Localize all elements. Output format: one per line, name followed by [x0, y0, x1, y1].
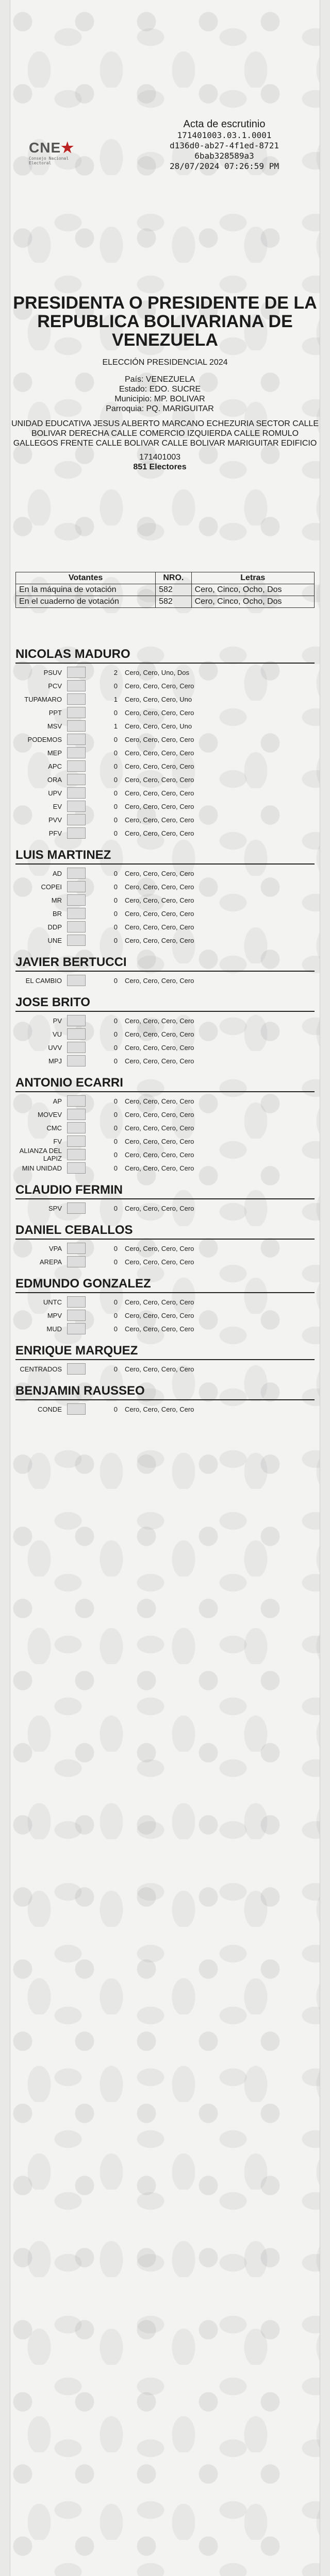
party-votes-text: Cero, Cero, Cero, Cero — [125, 1325, 194, 1333]
party-logo-icon — [67, 1256, 86, 1267]
party-logo-icon — [67, 1323, 86, 1334]
party-logo-icon — [67, 720, 86, 732]
party-tag: AP — [53, 1097, 62, 1105]
candidate-name: DANIEL CEBALLOS — [15, 1223, 315, 1240]
party-tag: MEP — [47, 749, 62, 757]
party-logo-icon — [67, 908, 86, 919]
election-title: PRESIDENTA O PRESIDENTE DE LA REPUBLICA BOLIVARIANA DE VENEZUELA — [13, 293, 317, 350]
header — [10, 0, 320, 289]
party-votes-text: Cero, Cero, Cero, Cero — [125, 735, 194, 743]
party-tag: MR — [51, 896, 62, 904]
party-votes-text: Cero, Cero, Cero, Cero — [125, 829, 194, 837]
party-row — [15, 1014, 315, 1027]
parish: Parroquia: PQ. MARIGUITAR — [106, 404, 214, 413]
party-logo-icon — [67, 787, 86, 799]
party-votes-text: Cero, Cero, Cero, Cero — [125, 749, 194, 757]
party-logo-icon — [67, 814, 86, 825]
party-tag: TUPAMARO — [24, 695, 62, 703]
party-votes-text: Cero, Cero, Cero, Cero — [125, 1137, 194, 1145]
party-votes: 0 — [113, 762, 118, 770]
party-logo-icon — [67, 693, 86, 705]
party-logo-icon — [67, 801, 86, 812]
party-votes-text: Cero, Cero, Cero, Cero — [125, 1204, 194, 1212]
party-row — [15, 1094, 315, 1108]
cne-logo-mark: CNE★ — [29, 140, 75, 156]
party-votes-text: Cero, Cero, Cero, Cero — [125, 923, 194, 931]
party-logo-icon — [67, 894, 86, 906]
votes-summary-top — [10, 572, 320, 608]
col-votantes: Votantes — [16, 572, 156, 584]
party-votes-text: Cero, Cero, Cero, Cero — [125, 1244, 194, 1252]
party-logo-icon — [67, 1109, 86, 1120]
party-votes: 0 — [113, 1325, 118, 1333]
party-votes-text: Cero, Cero, Cero, Cero — [125, 1258, 194, 1266]
party-row — [15, 1362, 315, 1376]
party-tag: FV — [53, 1137, 62, 1145]
row-label: En el cuaderno de votación — [16, 596, 156, 608]
party-votes-text: Cero, Cero, Cero, Cero — [125, 816, 194, 824]
party-logo-icon — [67, 1042, 86, 1053]
party-tag: AREPA — [39, 1258, 62, 1266]
candidates — [10, 639, 320, 1416]
party-row — [15, 813, 315, 826]
party-tag: PV — [53, 1016, 62, 1025]
party-votes-text: Cero, Cero, Cero, Cero — [125, 1097, 194, 1105]
party-logo-icon — [67, 881, 86, 892]
party-votes: 0 — [113, 976, 118, 985]
candidate-name: NICOLAS MADURO — [15, 647, 315, 664]
party-row — [15, 1201, 315, 1215]
party-tag: ORA — [47, 775, 62, 784]
party-logo-icon — [67, 868, 86, 879]
party-tag: CMC — [46, 1124, 62, 1132]
cne-logo — [29, 139, 91, 165]
party-row — [15, 1027, 315, 1041]
col-letras: Letras — [191, 572, 314, 584]
party-tag: EL CAMBIO — [25, 976, 62, 985]
party-votes-text: Cero, Cero, Cero, Cero — [125, 1164, 194, 1172]
party-row — [15, 786, 315, 800]
party-votes: 0 — [113, 1311, 118, 1319]
candidate-name: LUIS MARTINEZ — [15, 848, 315, 865]
party-votes: 0 — [113, 1097, 118, 1105]
party-row — [15, 706, 315, 719]
party-logo-icon — [67, 1055, 86, 1066]
party-tag: PPT — [48, 708, 62, 717]
party-row — [15, 679, 315, 692]
candidate-name: ANTONIO ECARRI — [15, 1076, 315, 1092]
party-row — [15, 1309, 315, 1322]
acta-hash-2: 6bab328589a3 — [194, 151, 254, 161]
acta-datetime: 28/07/2024 07:26:59 PM — [170, 161, 279, 171]
party-logo-icon — [67, 921, 86, 933]
party-logo-icon — [67, 680, 86, 691]
party-tag: DDP — [47, 923, 62, 931]
party-row — [15, 1054, 315, 1067]
party-tag: SPV — [48, 1204, 62, 1212]
party-votes-text: Cero, Cero, Cero, Uno — [125, 695, 192, 703]
party-tag: MSV — [47, 722, 62, 730]
party-votes: 2 — [113, 668, 118, 676]
party-row — [15, 800, 315, 813]
party-votes-text: Cero, Cero, Cero, Cero — [125, 1298, 194, 1306]
party-votes: 0 — [113, 1244, 118, 1252]
party-logo-icon — [67, 734, 86, 745]
candidate-name: JOSE BRITO — [15, 995, 315, 1012]
party-row — [15, 934, 315, 947]
party-votes-text: Cero, Cero, Cero, Cero — [125, 708, 194, 717]
party-logo-icon — [67, 1243, 86, 1254]
party-row — [15, 1121, 315, 1134]
party-row — [15, 920, 315, 934]
party-votes: 0 — [113, 1204, 118, 1212]
candidate-name: EDMUNDO GONZALEZ — [15, 1277, 315, 1293]
row-text: Cero, Cinco, Ocho, Dos — [191, 596, 314, 608]
party-logo-icon — [67, 1310, 86, 1321]
party-logo-icon — [67, 667, 86, 678]
party-votes: 0 — [113, 1030, 118, 1038]
party-tag: PCV — [48, 682, 62, 690]
party-logo-icon — [67, 1015, 86, 1026]
party-votes-text: Cero, Cero, Uno, Dos — [125, 668, 189, 676]
party-votes: 0 — [113, 909, 118, 918]
party-votes-text: Cero, Cero, Cero, Cero — [125, 1405, 194, 1413]
party-row — [15, 826, 315, 840]
party-votes: 0 — [113, 829, 118, 837]
election-info — [10, 289, 320, 472]
party-votes: 0 — [113, 1258, 118, 1266]
party-row — [15, 746, 315, 759]
party-tag: BR — [52, 909, 62, 918]
party-logo-icon — [67, 827, 86, 839]
party-row — [15, 1134, 315, 1148]
party-row — [15, 1402, 315, 1416]
party-row — [15, 1161, 315, 1175]
party-tag: MOVEV — [38, 1110, 62, 1118]
party-votes-text: Cero, Cero, Cero, Cero — [125, 1150, 194, 1159]
party-logo-icon — [67, 1162, 86, 1174]
party-tag: UNTC — [43, 1298, 62, 1306]
party-votes-text: Cero, Cero, Cero, Cero — [125, 1365, 194, 1373]
party-tag: PVV — [48, 816, 62, 824]
party-row — [15, 759, 315, 773]
party-logo-icon — [67, 1136, 86, 1147]
col-nro: NRO. — [156, 572, 191, 584]
party-tag: COPEI — [41, 883, 62, 891]
party-logo-icon — [67, 747, 86, 758]
party-row — [15, 1108, 315, 1121]
party-votes-text: Cero, Cero, Cero, Uno — [125, 722, 192, 730]
party-row — [15, 1041, 315, 1054]
electors-count: 851 Electores — [133, 463, 187, 471]
party-votes-text: Cero, Cero, Cero, Cero — [125, 1311, 194, 1319]
party-votes: 0 — [113, 1365, 118, 1373]
party-tag: AD — [52, 869, 62, 877]
party-votes: 0 — [113, 802, 118, 810]
party-votes: 0 — [113, 749, 118, 757]
row-text: Cero, Cinco, Ocho, Dos — [191, 584, 314, 596]
candidate-name: BENJAMIN RAUSSEO — [15, 1384, 315, 1400]
party-votes-text: Cero, Cero, Cero, Cero — [125, 1110, 194, 1118]
party-votes: 0 — [113, 1043, 118, 1052]
party-votes: 1 — [113, 722, 118, 730]
party-votes: 0 — [113, 869, 118, 877]
row-label: En la máquina de votación — [16, 584, 156, 596]
party-tag: CONDE — [38, 1405, 62, 1413]
party-row — [15, 880, 315, 893]
party-votes-text: Cero, Cero, Cero, Cero — [125, 1030, 194, 1038]
party-tag: VPA — [48, 1244, 62, 1252]
party-votes: 0 — [113, 923, 118, 931]
party-row — [15, 867, 315, 880]
candidate-name: JAVIER BERTUCCI — [15, 955, 315, 972]
party-logo-icon — [67, 1296, 86, 1308]
party-tag: MPV — [47, 1311, 62, 1319]
party-tag: PFV — [48, 829, 62, 837]
party-votes: 0 — [113, 896, 118, 904]
party-votes-text: Cero, Cero, Cero, Cero — [125, 789, 194, 797]
party-row — [15, 1295, 315, 1309]
party-votes: 0 — [113, 816, 118, 824]
party-logo-icon — [67, 1403, 86, 1415]
party-row — [15, 1242, 315, 1255]
party-row — [15, 719, 315, 733]
election-name: ELECCIÓN PRESIDENCIAL 2024 — [102, 358, 228, 367]
municipality: Municipio: MP. BOLIVAR — [114, 395, 205, 403]
party-logo-icon — [67, 774, 86, 785]
acta-title: Acta de escrutinio — [183, 118, 266, 130]
party-votes-text: Cero, Cero, Cero, Cero — [125, 976, 194, 985]
party-votes: 0 — [113, 1124, 118, 1132]
party-votes-text: Cero, Cero, Cero, Cero — [125, 936, 194, 944]
party-logo-icon — [67, 760, 86, 772]
party-votes: 0 — [113, 1298, 118, 1306]
party-votes: 0 — [113, 1164, 118, 1172]
party-tag: UVV — [48, 1043, 62, 1052]
party-tag: MPJ — [48, 1057, 62, 1065]
party-votes: 0 — [113, 1150, 118, 1159]
party-votes: 0 — [113, 789, 118, 797]
party-row — [15, 974, 315, 987]
acta-code: 171401003.03.1.0001 — [177, 130, 272, 140]
party-logo-icon — [67, 1149, 86, 1160]
party-logo-icon — [67, 1202, 86, 1214]
party-votes: 0 — [113, 1110, 118, 1118]
country: País: VENEZUELA — [124, 375, 195, 384]
party-row — [15, 733, 315, 746]
party-votes: 0 — [113, 682, 118, 690]
acta-hash: d136d0-ab27-4f1ed-8721 — [170, 141, 279, 150]
party-tag: APC — [48, 762, 62, 770]
party-row — [15, 907, 315, 920]
party-votes-text: Cero, Cero, Cero, Cero — [125, 1057, 194, 1065]
candidate-name: ENRIQUE MARQUEZ — [15, 1344, 315, 1360]
party-votes-text: Cero, Cero, Cero, Cero — [125, 896, 194, 904]
center-code: 171401003 — [139, 453, 181, 462]
party-logo-icon — [67, 935, 86, 946]
party-votes: 0 — [113, 1137, 118, 1145]
party-tag: VU — [52, 1030, 62, 1038]
party-tag: EV — [53, 802, 62, 810]
party-votes: 0 — [113, 735, 118, 743]
party-tag: PODEMOS — [27, 735, 62, 743]
party-logo-icon — [67, 707, 86, 718]
tally-receipt — [10, 0, 320, 2576]
party-votes-text: Cero, Cero, Cero, Cero — [125, 802, 194, 810]
party-votes-text: Cero, Cero, Cero, Cero — [125, 869, 194, 877]
party-row — [15, 692, 315, 706]
party-logo-icon — [67, 1363, 86, 1375]
cne-logo-subtitle: Consejo Nacional Electoral — [29, 156, 69, 165]
party-votes-text: Cero, Cero, Cero, Cero — [125, 762, 194, 770]
party-tag: MUD — [46, 1325, 62, 1333]
party-votes-text: Cero, Cero, Cero, Cero — [125, 1043, 194, 1052]
party-votes: 0 — [113, 708, 118, 717]
party-tag: MIN UNIDAD — [22, 1164, 62, 1172]
party-tag: UNE — [47, 936, 62, 944]
row-num: 582 — [156, 584, 191, 596]
party-logo-icon — [67, 1122, 86, 1133]
party-votes-text: Cero, Cero, Cero, Cero — [125, 909, 194, 918]
party-tag: PSUV — [43, 668, 62, 676]
party-votes-text: Cero, Cero, Cero, Cero — [125, 883, 194, 891]
party-votes: 0 — [113, 1057, 118, 1065]
party-tag: ALIANZA DEL LAPIZ — [19, 1147, 62, 1162]
party-tag: UPV — [48, 789, 62, 797]
party-votes: 0 — [113, 936, 118, 944]
party-votes: 0 — [113, 1016, 118, 1025]
party-votes-text: Cero, Cero, Cero, Cero — [125, 682, 194, 690]
party-logo-icon — [67, 1028, 86, 1040]
party-row — [15, 666, 315, 679]
party-votes: 0 — [113, 883, 118, 891]
voting-center: UNIDAD EDUCATIVA JESUS ALBERTO MARCANO ECHEZURIA SECTOR CALLE BOLIVAR DERECHA CALLE COMERCIO IZQUIERDA CALLE ROMULO GALLEGOS FRENTE CALLE BOLIVAR CALLE BOLIVAR MARIGUITAR EDIFICIO — [11, 419, 319, 448]
party-votes: 0 — [113, 1405, 118, 1413]
party-row — [15, 773, 315, 786]
party-row — [15, 893, 315, 907]
party-row — [15, 1255, 315, 1268]
party-votes: 0 — [113, 775, 118, 784]
party-row — [15, 1148, 315, 1161]
party-tag: CENTRADOS — [20, 1365, 62, 1373]
party-votes: 1 — [113, 695, 118, 703]
party-votes-text: Cero, Cero, Cero, Cero — [125, 775, 194, 784]
party-votes-text: Cero, Cero, Cero, Cero — [125, 1124, 194, 1132]
row-num: 582 — [156, 596, 191, 608]
party-votes-text: Cero, Cero, Cero, Cero — [125, 1016, 194, 1025]
state: Estado: EDO. SUCRE — [119, 385, 201, 394]
party-row — [15, 1322, 315, 1335]
party-logo-icon — [67, 1095, 86, 1107]
candidate-name: CLAUDIO FERMIN — [15, 1183, 315, 1199]
party-logo-icon — [67, 975, 86, 986]
